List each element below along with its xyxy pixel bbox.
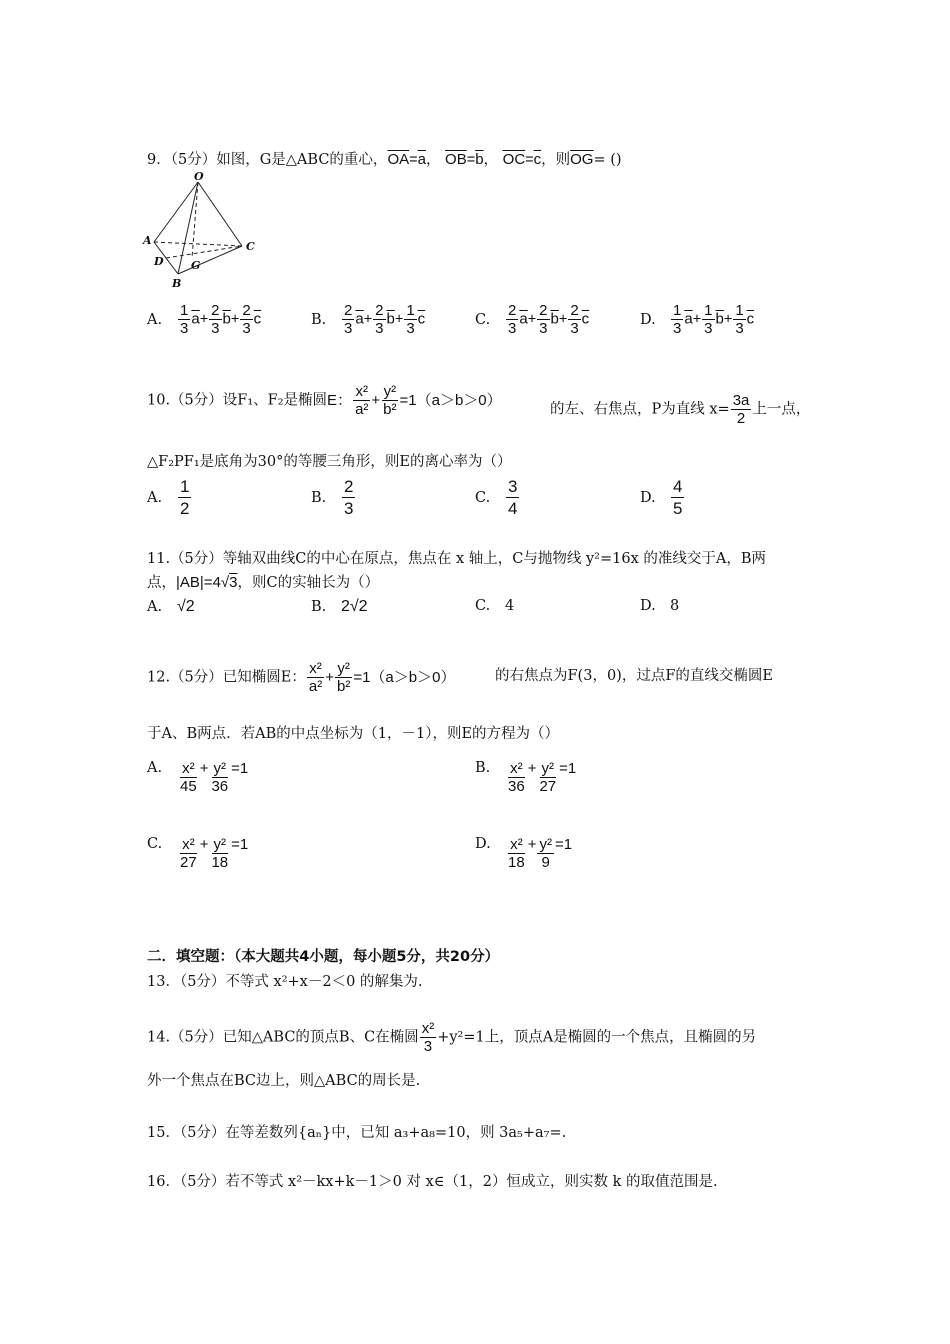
vec-b: $\overline{b}$ — [475, 151, 484, 168]
vec-og: $\overline{OG}$ — [570, 151, 594, 168]
q9-option-b[interactable]: B. $\frac{2}{3}$ $\overline{a}+$ $\frac{2}{3}$ $\overline{b}+$ $\frac{1}{3}$ $\overline{c}$ — [311, 302, 426, 337]
q9-tail: ，则 — [541, 152, 571, 168]
q11-line1: 11.（5分）等轴双曲线C的中心在原点，焦点在 x 轴上，C与抛物线 y²=16x 的准线交于A，B两 — [147, 551, 766, 567]
q9-option-c[interactable]: C. $\frac{2}{3}$ $\overline{a}+$ $\frac{2}{3}$ $\overline{b}+$ $\frac{2}{3}$ $\overline{c}$ — [475, 302, 590, 337]
q11-option-d[interactable]: D. 8 — [640, 598, 680, 614]
q12-line2: 于A、B两点．若AB的中点坐标为（1，－1），则E的方程为（） — [147, 726, 560, 742]
q11-option-b[interactable]: B. 2√2 — [311, 598, 368, 615]
tetrahedron-figure — [140, 172, 265, 290]
q10-line1: 10.（5分）设F₁、F₂是椭圆 E： $\frac{\text{x²}}{\text{a²}}$ + $\frac{\text{y²}}{\text{b²}}$ =1（a＞b＞0） — [147, 383, 502, 418]
q11-line2: 点，|AB|=4√3，则C的实轴长为（） — [147, 574, 380, 591]
q13: 13．（5分）不等式 x²+x－2＜0 的解集为. — [147, 974, 423, 990]
q15: 15．（5分）在等差数列{aₙ}中，已知 a₃+a₈=10，则 3a₅+a₇=. — [147, 1125, 567, 1141]
q12-option-b[interactable]: B. $\frac{\text{x²}}{36}$ + $\frac{\text{y²}}{27}$ =1 — [475, 760, 577, 795]
q10-option-d[interactable]: D. $\frac{4}{5}$ — [640, 477, 683, 518]
q9-option-d[interactable]: D. $\frac{1}{3}$ $\overline{a}+$ $\frac{1}{3}$ $\overline{b}+$ $\frac{1}{3}$ $\overline{c}$ — [640, 302, 755, 337]
section-heading-fill-in: 二．填空题：（本大题共4小题，每小题5分，共20分） — [147, 949, 500, 965]
label-d: D — [154, 255, 164, 268]
q11-option-c[interactable]: C. 4 — [475, 598, 515, 614]
q9-end: = () — [593, 152, 622, 168]
q12-line1: 12.（5分）已知椭圆E： $\frac{\text{x²}}{\text{a²}}$ + $\frac{\text{y²}}{\text{b²}}$ =1（a＞b＞0） — [147, 660, 456, 695]
q14-line1: 14.（5分）已知△ABC的顶点B、C在椭圆 $\frac{\text{x²}}{3}$ +y²=1上，顶点A是椭圆的一个焦点，且椭圆的另 — [147, 1020, 757, 1055]
vec-oc: $\overline{OC}$ — [502, 151, 526, 168]
vec-a: $\overline{a}$ — [417, 151, 426, 168]
q10-option-a[interactable]: A. $\frac{1}{2}$ — [147, 477, 190, 518]
vec-ob: $\overline{OB}$ — [445, 151, 467, 168]
q12-option-d[interactable]: D. $\frac{\text{x²}}{18}$ + $\frac{\text{y²}}{9}$ =1 — [475, 836, 573, 871]
q10-line2: △F₂PF₁是底角为30°的等腰三角形，则E的离心率为（） — [147, 454, 512, 470]
q11-option-a[interactable]: A. √2 — [147, 598, 195, 615]
label-o: O — [194, 172, 204, 183]
q12-option-a[interactable]: A. $\frac{\text{x²}}{45}$ + $\frac{\text{y²}}{36}$ =1 — [147, 760, 249, 795]
q10-line1b: 的左、右焦点，P为直线 x= $\frac{3a}{2}$ 上一点， — [550, 392, 811, 427]
q9-stem: 9．（5分）如图，G是△ABC的重心， — [147, 152, 388, 168]
q14-line2: 外一个焦点在BC边上，则△ABC的周长是. — [147, 1073, 421, 1089]
q10-option-b[interactable]: B. $\frac{2}{3}$ — [311, 477, 354, 518]
vec-c: $\overline{c}$ — [533, 151, 542, 168]
label-b: B — [172, 277, 182, 290]
label-a: A — [143, 234, 152, 247]
q10-option-c[interactable]: C. $\frac{3}{4}$ — [475, 477, 518, 518]
label-g: G — [191, 259, 201, 272]
q9-option-a[interactable]: A. $\frac{1}{3}$ $\overline{a}+$ $\frac{2}{3}$ $\overline{b}+$ $\frac{2}{3}$ $\overline{c}$ — [147, 302, 262, 337]
vec-oa: $\overline{OA}$ — [387, 151, 410, 168]
q16: 16．（5分）若不等式 x²－kx+k－1＞0 对 x∈（1，2）恒成立，则实数 k 的取值范围是. — [147, 1174, 718, 1190]
label-c: C — [246, 240, 255, 253]
q12-line1b: 的右焦点为F(3，0)，过点F的直线交椭圆E — [495, 668, 773, 684]
q12-option-c[interactable]: C. $\frac{\text{x²}}{27}$ + $\frac{\text{y²}}{18}$ =1 — [147, 836, 249, 871]
q9-stem-line: 9．（5分）如图，G是△ABC的重心，$\overline{OA}=\overline{a}$， $\overline{OB}=\overline{b}$， $\overline{OC}=\overline{c}$，则$\overline{OG}=$ () — [147, 151, 622, 168]
